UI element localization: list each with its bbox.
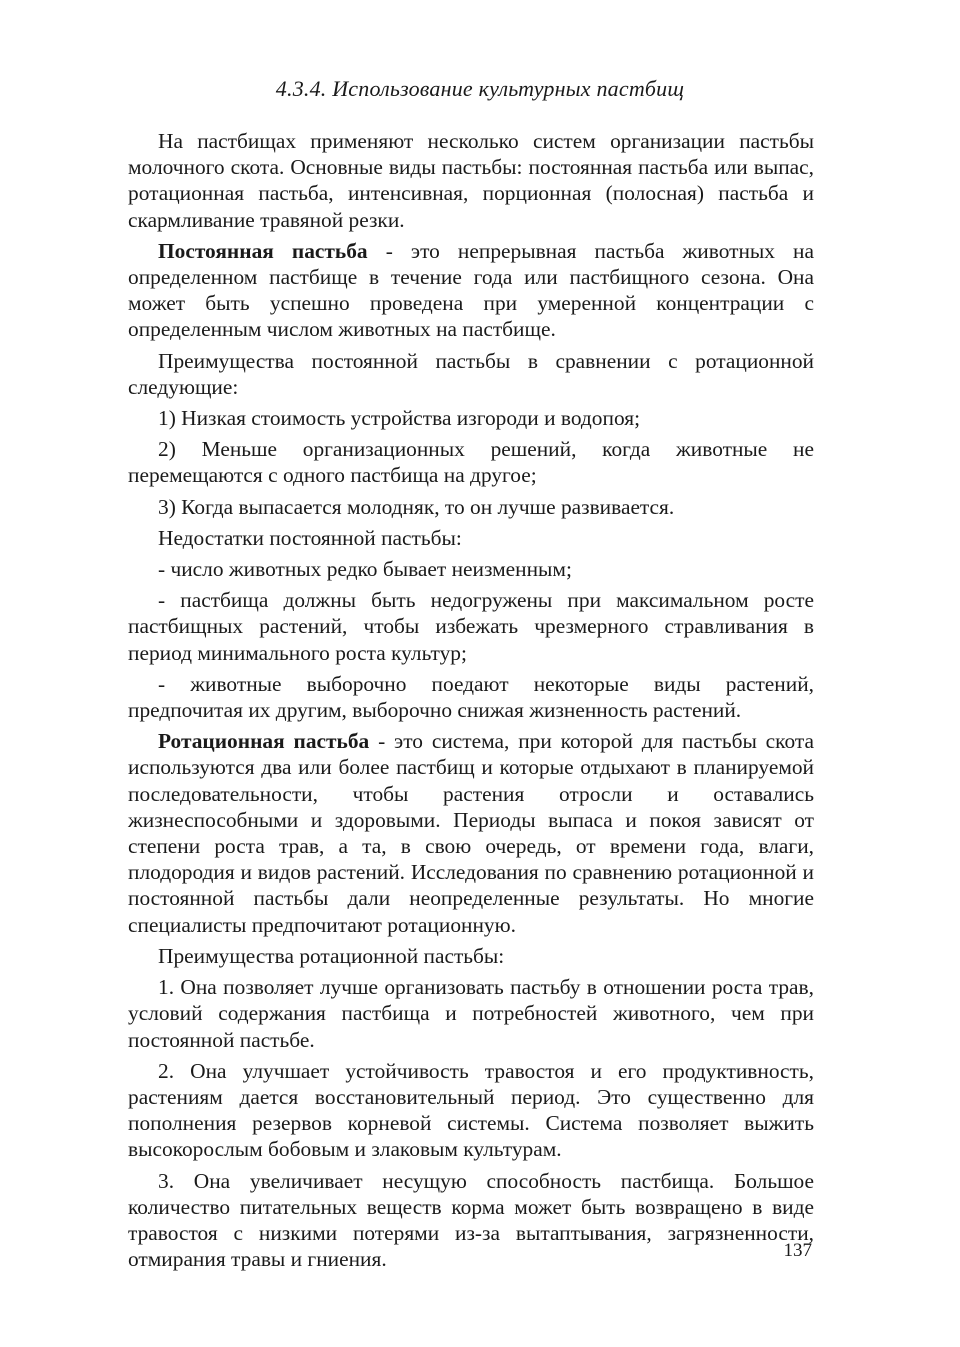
list-item: 3. Она увеличивает несущую способность пастбища. Большое количество питательных веществ корма может быть возвращено в виде травостоя с низкими потерями из-за вытаптывания, загрязненности, отмирания травы и гниения. <box>128 1168 814 1272</box>
body-text <box>128 128 814 1277</box>
term-rotational-grazing: Ротационная пастьба <box>158 729 370 754</box>
paragraph-rotational-advantages-intro: Преимущества ротационной пастьбы: <box>158 943 505 968</box>
paragraph-intro: На пастбищах применяют несколько систем организации пастьбы молочного скота. Основные виды пастьбы: постоянная пастьба или выпас, ротационная пастьба, интенсивная, порционная (полосная) пастьба и скармливание травяной резки. <box>128 129 814 232</box>
paragraph-rotational-grazing: Ротационная пастьба - это система, при которой для пастьбы скота используются два или более пастбищ и которые отдыхают в планируемой последовательности, чтобы растения отросли и оставались жизнеспособными и здоровыми. Периоды выпаса и покоя зависят от степени роста трав, а та, в свою очередь, от времени года, влаги, плодородия и видов растений. Исследования по сравнению ротационной и постоянной пастьбы дали неопределенные результаты. Но многие специалисты предпочитают ротационную. <box>128 729 814 937</box>
list-item: 2) Меньше организационных решений, когда животные не перемещаются с одного пастбища на другое; <box>128 437 814 488</box>
section-header: 4.3.4. Использование культурных пастбищ <box>275 76 685 101</box>
paragraph-disadvantages-intro: Недостатки постоянной пастьбы: <box>158 525 462 550</box>
list-item: - число животных редко бывает неизменным; <box>158 557 572 582</box>
list-item: 3) Когда выпасается молодняк, то он лучше развивается. <box>158 494 675 519</box>
paragraph-advantages-intro: Преимущества постоянной пастьбы в сравнении с ротационной следующие: <box>128 348 814 399</box>
paragraph-permanent-grazing: Постоянная пастьба - это непрерывная пастьба животных на определенном пастбище в течение года или пастбищного сезона. Она может быть успешно проведена при умеренной концентрации с определенным числом животных на пастбище. <box>128 238 814 342</box>
list-item: 1) Низкая стоимость устройства изгороди и водопоя; <box>158 406 641 431</box>
page-number: 137 <box>783 1240 812 1261</box>
list-item: 2. Она улучшает устойчивость травостоя и его продуктивность, растениям дается восстановительный период. Это существенно для пополнения резервов корневой системы. Система позволяет выжить высокорослым бобовым и злаковым культурам. <box>128 1058 814 1162</box>
term-permanent-grazing: Постоянная пастьба <box>158 238 368 263</box>
list-item: - пастбища должны быть недогружены при максимальном росте пастбищных растений, чтобы избежать чрезмерного стравливания в период минимального роста культур; <box>128 588 814 665</box>
list-item: - животные выборочно поедают некоторые виды растений, предпочитая их другим, выборочно снижая жизненность растений. <box>128 671 814 723</box>
list-item: 1. Она позволяет лучше организовать пастьбу в отношении роста трав, условий содержания пастбища и потребностей животного, чем при постоянной пастьбе. <box>128 975 814 1052</box>
